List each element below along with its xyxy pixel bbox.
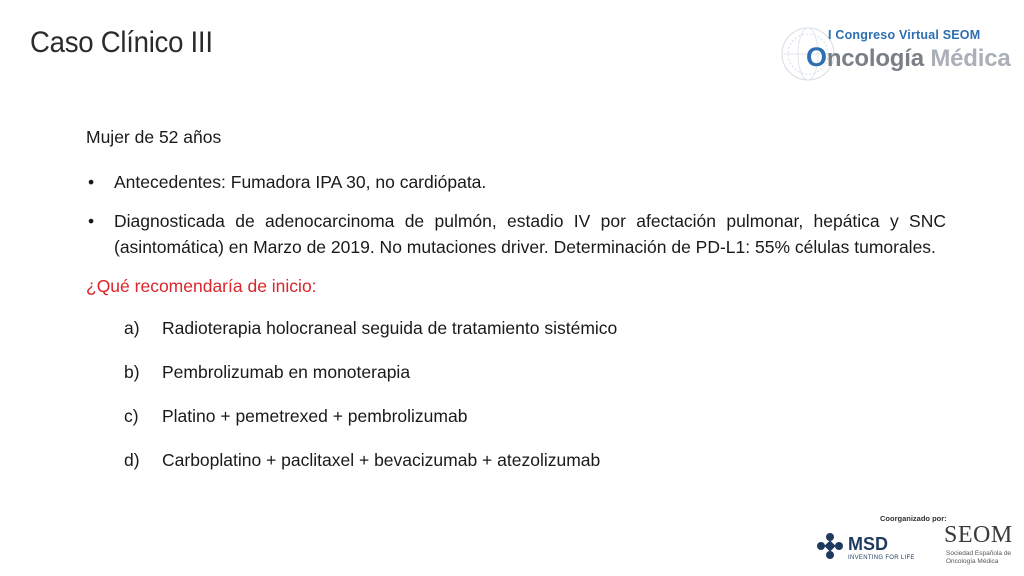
coorganized-label: Coorganizado por: <box>880 514 947 523</box>
bullet-diagnostico: • Diagnosticada de adenocarcinoma de pulmón, estadio IV por afectación pulmonar, hepática y SNC (asintomática) en Marzo de 2019. No mutaciones driver. Determinación de PD-L1: 55% células tumorales. <box>88 211 946 257</box>
seom-subtitle: Sociedad Española de Oncología Médica <box>946 550 1012 565</box>
bullet-antecedentes: • Antecedentes: Fumadora IPA 30, no cardiópata. <box>88 172 487 192</box>
seom-logo: SEOM <box>944 522 1013 548</box>
congress-name: I Congreso Virtual SEOM <box>828 28 981 42</box>
option-c: c) Platino + pemetrexed + pembrolizumab <box>124 406 468 426</box>
slide-title: Caso Clínico III <box>30 26 213 59</box>
option-b: b) Pembrolizumab en monoterapia <box>124 362 411 382</box>
sponsor-footer <box>810 512 1020 576</box>
slide-content <box>86 124 946 491</box>
option-d: d) Carboplatino + paclitaxel + bevacizumab + atezolizumab <box>124 450 601 470</box>
patient-summary: Mujer de 52 años <box>86 127 222 147</box>
question-text: ¿Qué recomendaría de inicio: <box>86 276 317 296</box>
msd-logo-icon <box>816 532 844 560</box>
congress-logo <box>778 22 1011 84</box>
option-a: a) Radioterapia holocraneal seguida de tratamiento sistémico <box>124 318 618 338</box>
msd-logo: MSD <box>848 534 888 554</box>
logo-wordmark: Oncología Médica <box>806 42 1011 72</box>
msd-tagline: INVENTING FOR LIFE <box>848 555 915 561</box>
